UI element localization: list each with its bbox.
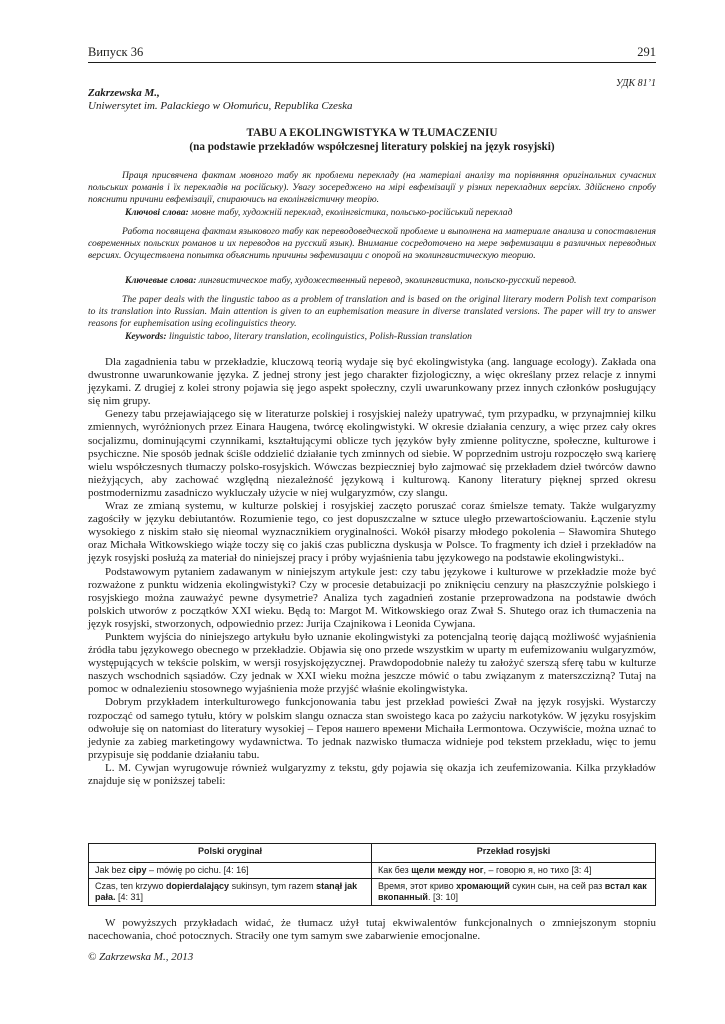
author-name: Zakrzewska M.,: [88, 87, 160, 99]
cell-emphasis: хромающий: [456, 881, 510, 891]
body-paragraph: Podstawowym pytaniem zadawanym w niniejszym artykule jest: czy tabu językowe i kulturowe w przekładzie może być rozważone z punktu widzenia ekolingwistyki? Czy w procesie detabuizacji po zniknięciu cenzury na płaszczyźnie polskiego i rosyjskiego można zauważyć pewne dysymetrie? Analiza tych zagadnień zostanie przeprowadzona na podstawie dwóch polskich utworów z początków XXI wieku. Będą to: Margot M. Witkowskiego oraz Zwał S. Shutego oraz ich tłumaczenia na język rosyjski, stworzonych, odpowiednio przez: Jurija Czajnikowa i Leonida Cywjana.: [88, 565, 656, 630]
cell-text: Czas, ten krzywo: [95, 881, 167, 891]
table-header-row: [89, 844, 656, 863]
copyright-notice: © Zakrzewska M., 2013: [88, 951, 194, 963]
running-header: [88, 46, 656, 63]
article-title: [88, 126, 656, 154]
body-paragraph: Genezy tabu przejawiającego się w literaturze polskiej i rosyjskiej należy upatrywać, tym przypadku, w przynajmniej kilku zmiennych, wyróżnionych przez Einara Haugena, twórcę ekolingwistyki. W okresie działania cenzury, a więc przez cały okres socjalizmu, dominującymi czynnikami, kształtującymi oblicze tych języków były zmienne polityczne, społeczne, kulturowe i psychiczne. Nie sposób jednak ściśle oddzielić działanie tych zminnych od siebie. W poprzednim ustroju rozpoczęło swą karierę wielu współczesnych tłumaczy polsko-rosyjskich. Wówczas bezpieczniej było zajmować się przekładem dzieł twórców dawno nieżyjących, aby zachować względną niezależność językową i kulturową. Kanony literatury pięknej sprzed okresu postmodernizmu zasadniczo wykluczały użycie w niej wulgaryzmów, czy slangu.: [88, 408, 656, 499]
cell-text: , – говорю я, но тихо [3: 4]: [483, 865, 592, 875]
body-paragraph: Wraz ze zmianą systemu, w kulturze polskiej i rosyjskiej zaczęto poruszać coraz śmielsze tematy. Także wulgaryzmy zagościły w języku debiutantów. Rozumienie tego, co jest dopuszczalne w sztuce uległo przewartościowaniu. Łączenie stylu wysokiego z niskim stało się nieomal wyznacznikiem oryginalności. Wokół pisarzy młodego pokolenia – Sławomira Shutego oraz Michała Witkowskiego wiąże toczy się co jakiś czas publiczna dyskusja w Polsce. To fragmenty ich dzieł i przekładów na język rosyjski posłużą za materiał do niniejszej pracy i próby wyjaśnienia tabu językowego na podstawie ekolingwistyki..: [88, 500, 656, 565]
body-paragraph: Dla zagadnienia tabu w przekładzie, kluczową teorią wydaje się być ekolingwistyka (ang. language ecology). Zakłada ona dwustronne uwarunkowanie języka. Z jednej strony jest jego charakter fizjologiczny, a więc określany przez relacje z innymi językami. Z drugiej z kolei strony pojawia się jego aspekt społeczny, czyli uwarunkowany przez innych członków posługujący się nim grupy.: [88, 356, 656, 408]
keywords-ru-text: лингвистическое табу, художественный перевод, эколингвистика, польско-русский перевод.: [196, 275, 577, 286]
keywords-ukrainian: [125, 207, 656, 219]
keywords-ru-label: Ключевые слова:: [125, 275, 197, 286]
keywords-english: [125, 331, 656, 343]
title-subtitle: (na podstawie przekładów współczesnej literatury polskiej na język rosyjski): [189, 141, 555, 153]
author-affiliation: Uniwersytet im. Palackiego w Ołomuńcu, Republika Czeska: [88, 100, 353, 112]
cell-emphasis: cipy: [128, 865, 147, 875]
keywords-ua-text: мовне табу, художній переклад, еколінгвістика, польсько-російський переклад: [188, 207, 513, 218]
cell-text: – mówię po cichu. [4: 16]: [146, 865, 249, 875]
page-number: 291: [637, 45, 656, 59]
keywords-ua-label: Ключові слова:: [125, 207, 189, 218]
cell-text: Время, этот криво: [378, 881, 457, 891]
cell-text: Jak bez: [95, 865, 129, 875]
cell-emphasis: stanął jak pała.: [95, 881, 358, 902]
conclusion-paragraph: W powyższych przykładach widać, że tłumacz użył tutaj ekwiwalentów funkcjonalnych o zmniejszonym stopniu nacechowania, choć potocznych. Straciły one tym samym swe zabarwienie emocjonalne.: [88, 917, 656, 943]
keywords-russian: [125, 275, 656, 287]
keywords-en-label: Keywords:: [125, 331, 167, 342]
cell-text: . [3: 10]: [427, 892, 458, 902]
issue-label: Випуск 36: [88, 45, 144, 59]
abstract-ukrainian: Праця присвячена фактам мовного табу як проблеми перекладу (на матеріалі аналізу та порівняння оригінальних сучасних польських романів і їх перекладів на російську). Увагу зосереджено на мірі евфемізації у різних перекладних версіях. Здійснено спробу пояснити причини евфемізації, спираючись на еколінгвістичну теорію.: [88, 170, 656, 206]
udk-code: УДК 81’1: [615, 78, 656, 89]
body-paragraph: L. M. Cywjan wyrugowuje również wulgaryzmy z tekstu, gdy pojawia się okazja ich zeufemizowania. Kilka przykładów znajduje się w poniższej tabeli:: [88, 761, 656, 787]
table-row: [89, 879, 656, 906]
russian-example-cell: [372, 863, 656, 879]
body-paragraph: Dobrym przykładem interkulturowego funkcjonowania tabu jest przekład powieści Zwał na język rosyjski. Wystarczy rozpocząć od samego tytułu, który w polskim slangu oznacza stan swoistego kaca po zażyciu narkotyków. W języku rosyjskim odwołuje się on natomiast do literatury wysokiej – Героя нашего времени Michaiła Lermontowa. Oczywiście, można uznać to jedynie za zabieg marketingowy wydawnictwa. To jednak nazwisko tłumacza widnieje pod tekstem przekładu, więc to jemu przypisuje się poddanie działaniu tabu.: [88, 696, 656, 761]
abstract-english: The paper deals with the lingustic taboo as a problem of translation and is based on the original literary modern Polish text comparison to its translation into Russian. Main attention is given to an euphemisation measure in diverse translated versions. The paper will try to answer reasons for euphemisation using ecolinguistics theory.: [88, 294, 656, 330]
title-main: TABU A EKOLINGWISTYKA W TŁUMACZENIU: [246, 127, 498, 139]
cell-emphasis: встал как вкопанный: [378, 881, 647, 902]
body-paragraph: Punktem wyjścia do niniejszego artykułu było uznanie ekolingwistyki za potencjalną teorię dającą możliwość wyjaśnienia źródła tabu językowego obecnego w przekładzie. Objawia się ono przede wszystkim w uparty m eufemizowaniu wulgaryzmów, występujących w tekście polskim, w wersji rosyjskojęzycznej. Prawdopodobnie należy tu założyć szerszą sferę tabu w kulturze naszych wschodnich sąsiadów. Czy jednak w XXI wieku można jeszcze mówić o tabu związanym z materszczizną? Tutaj na pomoc w odnalezieniu stosownego wyjaśnienia może przyjść właśnie ekolingwistyka.: [88, 630, 656, 696]
column-header-polish: Polski oryginał: [89, 844, 372, 863]
cell-text: [4: 31]: [115, 892, 144, 902]
cell-emphasis: щели между ног: [411, 865, 484, 875]
examples-table: [88, 843, 656, 906]
polish-example-cell: [89, 863, 372, 879]
polish-example-cell: [89, 879, 372, 906]
russian-example-cell: [372, 879, 656, 906]
article-body: [88, 356, 656, 788]
cell-text: sukinsyn, tym razem: [229, 881, 317, 891]
cell-text: сукин сын, на сей раз: [509, 881, 605, 891]
keywords-en-text: linguistic taboo, literary translation, ecolinguistics, Polish-Russian translation: [166, 331, 472, 342]
cell-emphasis: dopierdalający: [166, 881, 230, 891]
abstract-russian: Работа посвящена фактам языкового табу как переводоведческой проблеме и выполнена на материале анализа и сопоставления современных польских романов и их переводов на русский язык). Внимание сосредоточено на мере эвфемизации в различных переводных версиях. Осуществлена попытка объяснить причины эвфемизации с опорой на эколингвистическую теорию.: [88, 226, 656, 262]
cell-text: Как без: [378, 865, 412, 875]
column-header-russian: Przekład rosyjski: [372, 844, 656, 863]
table-row: [89, 863, 656, 879]
